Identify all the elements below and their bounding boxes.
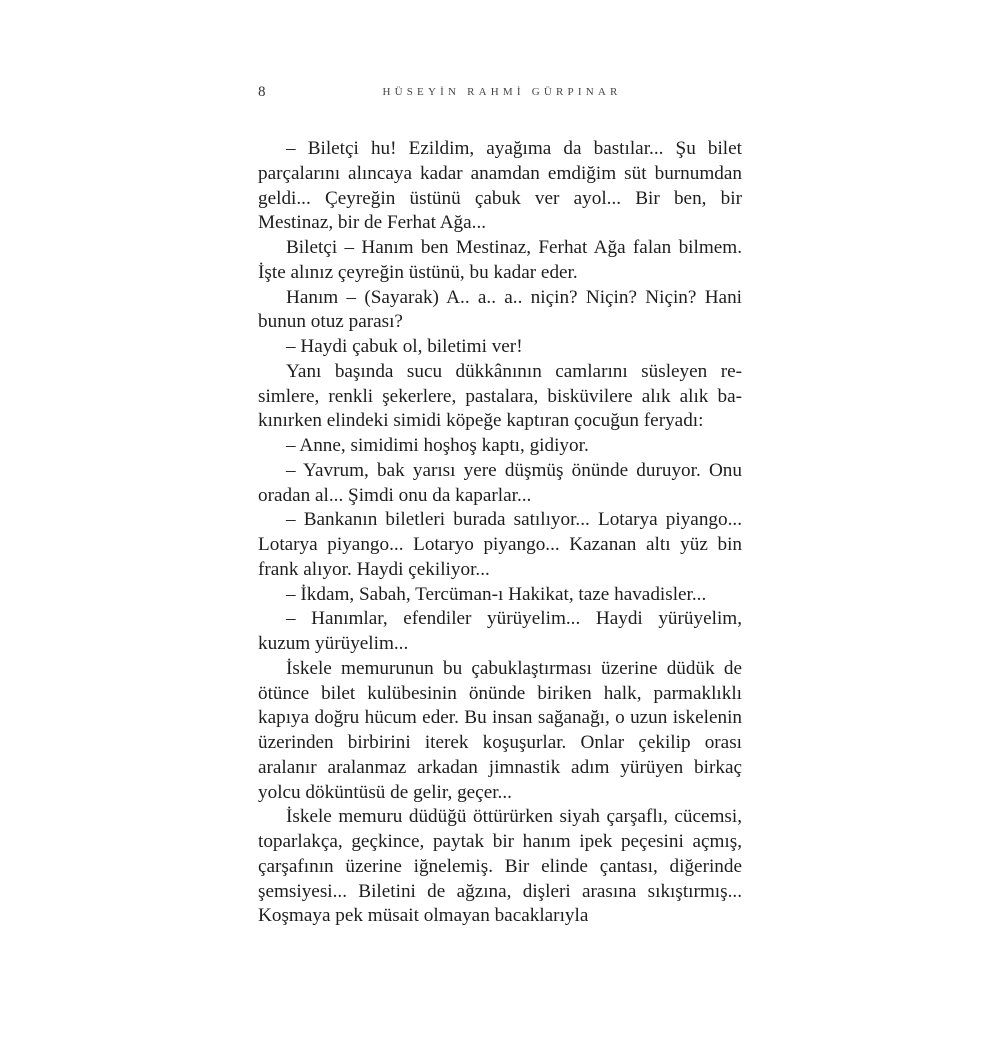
paragraph: Hanım – (Sayarak) A.. a.. a.. niçin? Niçin? Niçin? Hani bunun otuz parası? xyxy=(258,286,742,333)
paragraph: Biletçi – Hanım ben Mestinaz, Ferhat Ağa falan bilmem. İşte alınız çeyreğin üstünü, bu kadar eder. xyxy=(258,237,742,283)
running-head-text: HÜSEYİN RAHMİ GÜRPINAR xyxy=(382,86,622,98)
paragraph: – İkdam, Sabah, Tercüman-ı Hakikat, taze havadisler... xyxy=(286,583,707,605)
paragraph: – Hanımlar, efendiler yürüyelim... Haydi yürüyelim, kuzum yürüyelim... xyxy=(258,608,742,654)
paragraph: İskele memuru düdüğü öttürürken siyah çarşaflı, cücemsi, toparlakça, geçkince, paytak bir hanım ipek peçesini açmış, çarşafının üzerine iğnelemiş. Bir elinde çantası, diğerinde şemsiyesi... Biletini de ağzına, dişleri arasına sıkıştırmış... Koşmaya pek müsait olmayan bacaklarıyla xyxy=(258,806,742,927)
paragraph: – Bankanın biletleri burada satılıyor... Lotarya piyango... Lotarya piyango... Lotaryo piyango... Kazanan altı yüz bin frank alıyor. Haydi çekiliyor... xyxy=(258,509,742,580)
paragraph: Yanı başında sucu dükkânının camlarını süsleyen resimlere, renkli şekerlere, pastalara, bisküvilere alık alık bakınırken elindeki simidi köpeğe kaptıran çocuğun feryadı: xyxy=(258,360,742,432)
paragraph: İskele memurunun bu çabuklaştırması üzerine düdük de ötünce bilet kulübesinin önünde biriken halk, parmaklıklı kapıya doğru hücum eder. Bu insan sağanağı, o uzun iskelenin üzerinden birbirini iterek koşuşurlar. Onlar çekilip orası aralanır aralanmaz arkadan jimnastik adım yürüyen birkaç yolcu döküntüsü de gelir, geçer... xyxy=(258,657,742,803)
paragraph: – Anne, simidimi hoşhoş kaptı, gidiyor. xyxy=(286,435,589,456)
paragraph: – Yavrum, bak yarısı yere düşmüş önünde duruyor. Onu oradan al... Şimdi onu da kaparlar... xyxy=(258,459,742,506)
page-number: 8 xyxy=(258,84,266,100)
running-head-author xyxy=(0,86,1000,98)
body-text xyxy=(258,137,742,929)
paragraph: – Biletçi hu! Ezildim, ayağıma da bastılar... Şu bilet parçalarını alıncaya kadar anamdan emdiğim süt burnumdan geldi... Çeyreğin üstünü çabuk ver ayol... Bir ben, bir Mestinaz, bir de Ferhat Ağa... xyxy=(258,138,742,234)
paragraph: – Haydi çabuk ol, biletimi ver! xyxy=(286,336,523,357)
